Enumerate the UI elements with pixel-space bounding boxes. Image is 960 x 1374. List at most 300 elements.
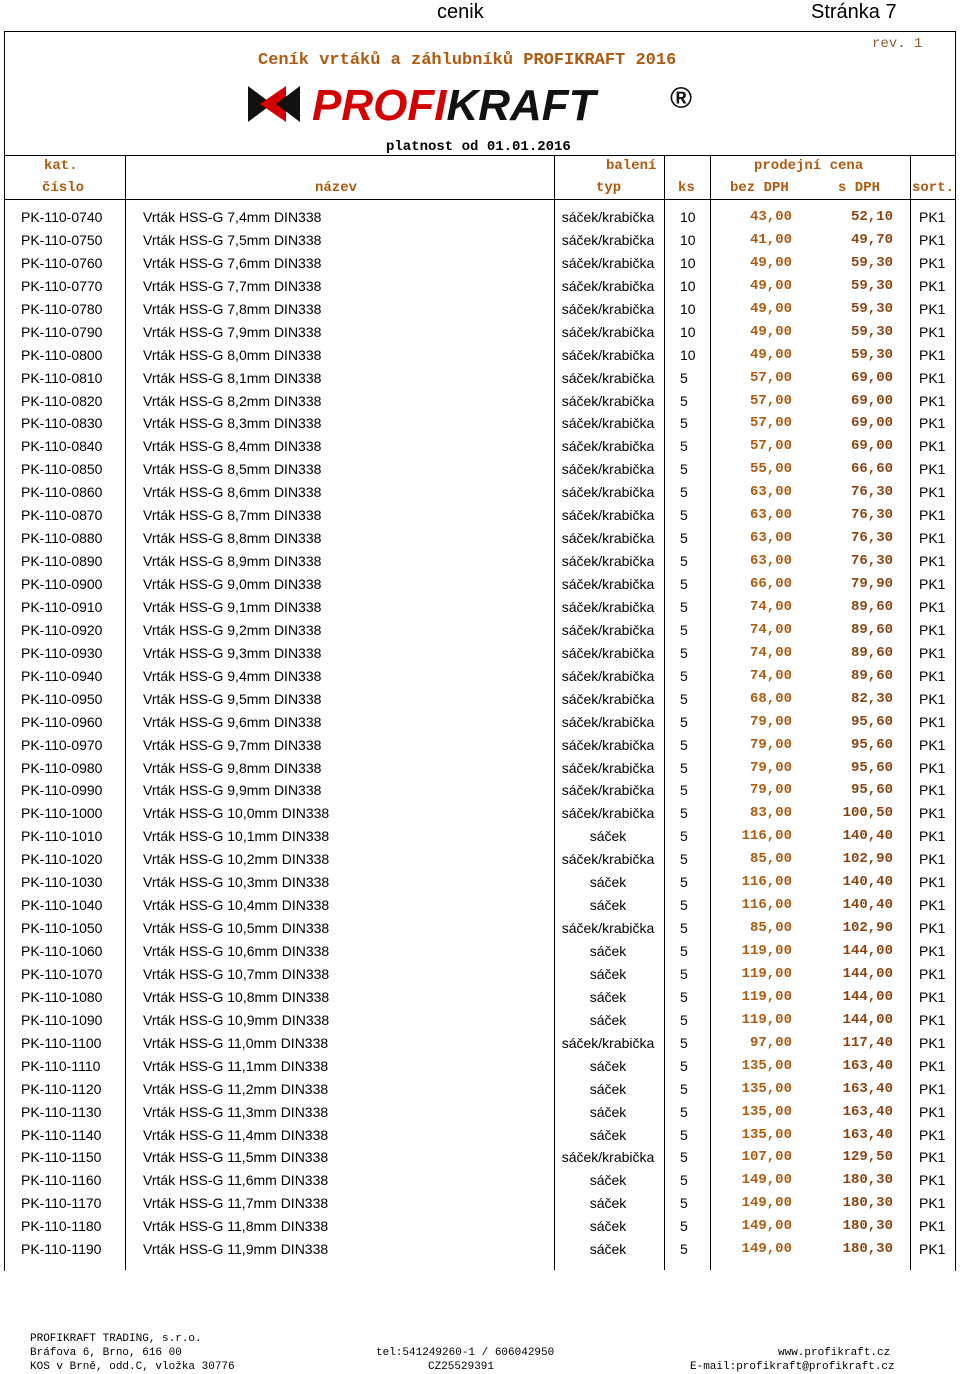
price-incl-vat: 59,30 (850, 323, 893, 340)
price-excl-vat: 55,00 (749, 461, 792, 478)
item-packaging: sáček (589, 874, 627, 891)
item-code: PK-110-1070 (21, 965, 103, 982)
item-packaging: sáček (589, 1172, 627, 1189)
item-packaging: sáček (589, 1218, 627, 1235)
item-assortment: PK1 (919, 254, 946, 271)
item-name: Vrták HSS-G 8,4mm DIN338 (143, 438, 322, 455)
item-assortment: PK1 (919, 1034, 946, 1051)
item-name: Vrták HSS-G 9,8mm DIN338 (143, 759, 322, 776)
item-code: PK-110-0740 (21, 209, 103, 225)
price-excl-vat: 74,00 (749, 644, 792, 661)
table-row (0, 871, 960, 894)
item-name: Vrták HSS-G 10,0mm DIN338 (143, 805, 330, 822)
item-assortment: PK1 (919, 920, 946, 937)
item-code: PK-110-0940 (21, 667, 103, 684)
item-packaging: sáček/krabička (561, 553, 655, 570)
item-quantity: 5 (680, 805, 688, 822)
item-quantity: 5 (680, 369, 688, 386)
revision-label: rev. 1 (872, 36, 923, 52)
table-row (0, 825, 960, 848)
column-header-bez-dph: bez DPH (730, 180, 789, 196)
price-excl-vat: 149,00 (741, 1172, 792, 1189)
table-row (0, 1101, 960, 1124)
price-incl-vat: 140,40 (842, 897, 893, 914)
item-name: Vrták HSS-G 8,5mm DIN338 (143, 461, 322, 478)
item-name: Vrták HSS-G 8,8mm DIN338 (143, 530, 322, 547)
item-name: Vrták HSS-G 8,0mm DIN338 (143, 346, 322, 363)
footer-vat: CZ25529391 (428, 1361, 495, 1373)
table-row (0, 596, 960, 619)
table-row (0, 1009, 960, 1032)
price-excl-vat: 63,00 (749, 507, 792, 524)
item-quantity: 5 (680, 1103, 688, 1120)
table-row (0, 527, 960, 550)
price-excl-vat: 74,00 (749, 598, 792, 615)
price-incl-vat: 180,30 (842, 1172, 893, 1189)
column-header-ks: ks (678, 180, 695, 196)
item-assortment: PK1 (919, 736, 946, 753)
item-packaging: sáček/krabička (561, 300, 655, 317)
item-assortment: PK1 (919, 1241, 946, 1258)
price-excl-vat: 135,00 (741, 1080, 792, 1097)
price-incl-vat: 89,60 (850, 621, 893, 638)
item-assortment: PK1 (919, 897, 946, 914)
item-name: Vrták HSS-G 7,9mm DIN338 (143, 323, 322, 340)
item-code: PK-110-0870 (21, 507, 103, 524)
item-name: Vrták HSS-G 10,3mm DIN338 (143, 874, 330, 891)
item-name: Vrták HSS-G 11,7mm DIN338 (143, 1195, 329, 1212)
table-row (0, 940, 960, 963)
item-assortment: PK1 (919, 713, 946, 730)
table-row (0, 665, 960, 688)
item-packaging: sáček (589, 897, 627, 914)
item-assortment: PK1 (919, 1195, 946, 1212)
price-incl-vat: 163,40 (842, 1080, 893, 1097)
item-name: Vrták HSS-G 11,5mm DIN338 (143, 1149, 329, 1166)
item-name: Vrták HSS-G 10,9mm DIN338 (143, 1011, 330, 1028)
item-name: Vrták HSS-G 7,7mm DIN338 (143, 277, 322, 294)
price-excl-vat: 79,00 (749, 713, 792, 730)
item-name: Vrták HSS-G 11,4mm DIN338 (143, 1126, 329, 1143)
item-name: Vrták HSS-G 11,0mm DIN338 (143, 1034, 329, 1051)
price-incl-vat: 89,60 (850, 644, 893, 661)
document-title: Ceník vrtáků a záhlubníků PROFIKRAFT 2016 (258, 51, 677, 70)
item-name: Vrták HSS-G 9,4mm DIN338 (143, 667, 322, 684)
item-name: Vrták HSS-G 8,6mm DIN338 (143, 484, 322, 501)
price-incl-vat: 180,30 (842, 1218, 893, 1235)
price-excl-vat: 49,00 (749, 300, 792, 317)
price-excl-vat: 57,00 (749, 369, 792, 386)
item-name: Vrták HSS-G 8,7mm DIN338 (143, 507, 322, 524)
item-code: PK-110-0850 (21, 461, 103, 478)
item-quantity: 5 (680, 828, 688, 845)
item-quantity: 5 (680, 507, 688, 524)
item-packaging: sáček/krabička (561, 209, 655, 225)
price-excl-vat: 49,00 (749, 254, 792, 271)
price-excl-vat: 116,00 (741, 874, 792, 891)
column-header-sort: sort. (912, 180, 955, 196)
item-assortment: PK1 (919, 277, 946, 294)
price-incl-vat: 95,60 (850, 759, 893, 776)
item-packaging: sáček/krabička (561, 530, 655, 547)
item-packaging: sáček/krabička (561, 254, 655, 271)
item-quantity: 5 (680, 461, 688, 478)
item-packaging: sáček (589, 828, 627, 845)
price-incl-vat: 76,30 (850, 553, 893, 570)
item-quantity: 5 (680, 988, 688, 1005)
item-packaging: sáček/krabička (561, 644, 655, 661)
logo-wordmark: PROFIKRAFT (312, 81, 596, 130)
column-header-s-dph: s DPH (838, 180, 881, 196)
item-assortment: PK1 (919, 346, 946, 363)
item-name: Vrták HSS-G 9,1mm DIN338 (143, 598, 322, 615)
item-code: PK-110-1000 (21, 805, 103, 822)
item-quantity: 10 (680, 209, 696, 225)
price-excl-vat: 83,00 (749, 805, 792, 822)
item-packaging: sáček/krabička (561, 231, 655, 248)
item-code: PK-110-1050 (21, 920, 103, 937)
item-quantity: 10 (680, 300, 696, 317)
footer-registry: KOS v Brně, odd.C, vložka 30776 (30, 1361, 235, 1373)
price-excl-vat: 97,00 (749, 1034, 792, 1051)
price-incl-vat: 82,30 (850, 690, 893, 707)
table-row (0, 1238, 960, 1261)
table-row (0, 917, 960, 940)
item-packaging: sáček/krabička (561, 736, 655, 753)
item-quantity: 5 (680, 782, 688, 799)
price-excl-vat: 43,00 (749, 209, 792, 225)
item-packaging: sáček/krabička (561, 713, 655, 730)
item-assortment: PK1 (919, 988, 946, 1005)
price-excl-vat: 57,00 (749, 438, 792, 455)
table-row (0, 1146, 960, 1169)
item-assortment: PK1 (919, 392, 946, 409)
item-code: PK-110-1160 (21, 1172, 102, 1189)
table-row (0, 229, 960, 252)
item-code: PK-110-1100 (21, 1034, 102, 1051)
item-packaging: sáček/krabička (561, 621, 655, 638)
item-code: PK-110-0800 (21, 346, 103, 363)
item-quantity: 5 (680, 530, 688, 547)
item-quantity: 5 (680, 736, 688, 753)
item-packaging: sáček/krabička (561, 782, 655, 799)
item-code: PK-110-0990 (21, 782, 103, 799)
item-packaging: sáček/krabička (561, 598, 655, 615)
item-packaging: sáček/krabička (561, 690, 655, 707)
item-code: PK-110-0860 (21, 484, 103, 501)
table-row (0, 412, 960, 435)
item-code: PK-110-0810 (21, 369, 103, 386)
footer-email: E-mail:profikraft@profikraft.cz (690, 1361, 895, 1373)
table-row (0, 435, 960, 458)
item-code: PK-110-0770 (21, 277, 103, 294)
item-quantity: 5 (680, 553, 688, 570)
item-quantity: 5 (680, 1241, 688, 1258)
price-incl-vat: 140,40 (842, 828, 893, 845)
item-assortment: PK1 (919, 943, 946, 959)
column-header-kat: kat. (44, 158, 78, 174)
item-packaging: sáček (589, 943, 627, 959)
price-incl-vat: 66,60 (850, 461, 893, 478)
item-name: Vrták HSS-G 9,5mm DIN338 (143, 690, 322, 707)
item-quantity: 5 (680, 1126, 688, 1143)
table-row (0, 757, 960, 780)
table-row (0, 1032, 960, 1055)
item-name: Vrták HSS-G 7,8mm DIN338 (143, 300, 322, 317)
item-code: PK-110-0830 (21, 415, 103, 432)
item-assortment: PK1 (919, 369, 946, 386)
price-incl-vat: 144,00 (842, 965, 893, 982)
column-header-cislo: číslo (42, 180, 85, 196)
item-packaging: sáček/krabička (561, 323, 655, 340)
table-row (0, 848, 960, 871)
price-excl-vat: 63,00 (749, 553, 792, 570)
item-packaging: sáček (589, 1057, 627, 1074)
item-assortment: PK1 (919, 576, 946, 592)
item-code: PK-110-1010 (21, 828, 103, 845)
table-row (0, 481, 960, 504)
item-quantity: 5 (680, 1195, 688, 1212)
column-header-typ: typ (596, 180, 622, 196)
item-assortment: PK1 (919, 1218, 946, 1235)
price-excl-vat: 135,00 (741, 1126, 792, 1143)
item-name: Vrták HSS-G 9,3mm DIN338 (143, 644, 322, 661)
item-quantity: 5 (680, 1149, 688, 1166)
item-code: PK-110-0930 (21, 644, 103, 661)
item-code: PK-110-1110 (21, 1057, 101, 1074)
item-code: PK-110-1190 (21, 1241, 102, 1258)
item-name: Vrták HSS-G 7,6mm DIN338 (143, 254, 322, 271)
table-row (0, 298, 960, 321)
price-incl-vat: 100,50 (842, 805, 893, 822)
item-name: Vrták HSS-G 9,6mm DIN338 (143, 713, 322, 730)
table-row (0, 573, 960, 596)
item-assortment: PK1 (919, 1011, 946, 1028)
item-assortment: PK1 (919, 1057, 946, 1074)
item-assortment: PK1 (919, 874, 946, 891)
footer-web-block (690, 1346, 895, 1374)
price-excl-vat: 74,00 (749, 621, 792, 638)
item-quantity: 5 (680, 667, 688, 684)
column-header-prodejni-cena: prodejní cena (754, 158, 864, 174)
item-quantity: 5 (680, 1057, 688, 1074)
item-quantity: 5 (680, 897, 688, 914)
item-assortment: PK1 (919, 461, 946, 478)
price-incl-vat: 76,30 (850, 530, 893, 547)
item-quantity: 5 (680, 1034, 688, 1051)
item-packaging: sáček/krabička (561, 484, 655, 501)
price-incl-vat: 79,90 (850, 576, 893, 592)
price-incl-vat: 163,40 (842, 1057, 893, 1074)
price-excl-vat: 119,00 (741, 965, 792, 982)
price-incl-vat: 69,00 (850, 438, 893, 455)
price-excl-vat: 149,00 (741, 1195, 792, 1212)
item-packaging: sáček/krabička (561, 667, 655, 684)
item-assortment: PK1 (919, 690, 946, 707)
price-incl-vat: 76,30 (850, 507, 893, 524)
item-packaging: sáček/krabička (561, 851, 655, 868)
item-code: PK-110-0960 (21, 713, 103, 730)
table-row (0, 206, 960, 229)
table-row (0, 550, 960, 573)
item-quantity: 5 (680, 1172, 688, 1189)
page-left-label: cenik (437, 1, 484, 23)
item-code: PK-110-0970 (21, 736, 103, 753)
table-row (0, 344, 960, 367)
item-packaging: sáček (589, 988, 627, 1005)
item-packaging: sáček/krabička (561, 438, 655, 455)
table-row (0, 1169, 960, 1192)
price-incl-vat: 117,40 (842, 1034, 893, 1051)
item-quantity: 5 (680, 621, 688, 638)
item-assortment: PK1 (919, 644, 946, 661)
price-excl-vat: 119,00 (741, 1011, 792, 1028)
price-incl-vat: 95,60 (850, 782, 893, 799)
item-packaging: sáček/krabička (561, 1149, 655, 1166)
table-row (0, 275, 960, 298)
price-incl-vat: 95,60 (850, 713, 893, 730)
price-incl-vat: 102,90 (842, 851, 893, 868)
item-name: Vrták HSS-G 7,5mm DIN338 (143, 231, 322, 248)
price-excl-vat: 116,00 (741, 828, 792, 845)
item-packaging: sáček (589, 1126, 627, 1143)
item-quantity: 5 (680, 1218, 688, 1235)
item-assortment: PK1 (919, 1149, 946, 1166)
item-quantity: 10 (680, 346, 696, 363)
price-excl-vat: 41,00 (749, 231, 792, 248)
price-incl-vat: 163,40 (842, 1126, 893, 1143)
item-quantity: 5 (680, 644, 688, 661)
price-excl-vat: 85,00 (749, 920, 792, 937)
table-row (0, 779, 960, 802)
item-name: Vrták HSS-G 7,4mm DIN338 (143, 209, 322, 225)
table-row (0, 367, 960, 390)
price-incl-vat: 69,00 (850, 369, 893, 386)
price-excl-vat: 135,00 (741, 1057, 792, 1074)
item-name: Vrták HSS-G 11,3mm DIN338 (143, 1103, 329, 1120)
price-excl-vat: 74,00 (749, 667, 792, 684)
item-assortment: PK1 (919, 507, 946, 524)
item-code: PK-110-0920 (21, 621, 103, 638)
item-code: PK-110-1180 (21, 1218, 102, 1235)
price-incl-vat: 89,60 (850, 667, 893, 684)
price-excl-vat: 57,00 (749, 415, 792, 432)
item-assortment: PK1 (919, 621, 946, 638)
item-assortment: PK1 (919, 598, 946, 615)
item-packaging: sáček (589, 1241, 627, 1258)
table-row (0, 458, 960, 481)
price-excl-vat: 79,00 (749, 759, 792, 776)
item-assortment: PK1 (919, 1080, 946, 1097)
item-quantity: 5 (680, 851, 688, 868)
price-incl-vat: 76,30 (850, 484, 893, 501)
item-quantity: 5 (680, 920, 688, 937)
price-incl-vat: 144,00 (842, 1011, 893, 1028)
price-excl-vat: 79,00 (749, 782, 792, 799)
table-row (0, 619, 960, 642)
price-incl-vat: 89,60 (850, 598, 893, 615)
item-name: Vrták HSS-G 10,5mm DIN338 (143, 920, 330, 937)
item-packaging: sáček/krabička (561, 392, 655, 409)
price-incl-vat: 144,00 (842, 943, 893, 959)
item-packaging: sáček (589, 1195, 627, 1212)
item-packaging: sáček/krabička (561, 277, 655, 294)
item-code: PK-110-1140 (21, 1126, 102, 1143)
item-code: PK-110-1040 (21, 897, 103, 914)
item-quantity: 10 (680, 254, 696, 271)
item-quantity: 5 (680, 690, 688, 707)
price-incl-vat: 59,30 (850, 346, 893, 363)
item-packaging: sáček/krabička (561, 461, 655, 478)
footer-phone: tel:541249260-1 / 606042950 (376, 1347, 555, 1359)
item-packaging: sáček/krabička (561, 1034, 655, 1051)
item-packaging: sáček (589, 1103, 627, 1120)
price-excl-vat: 135,00 (741, 1103, 792, 1120)
price-excl-vat: 119,00 (741, 988, 792, 1005)
item-quantity: 5 (680, 713, 688, 730)
item-quantity: 5 (680, 392, 688, 409)
price-excl-vat: 49,00 (749, 277, 792, 294)
item-assortment: PK1 (919, 209, 946, 225)
item-quantity: 5 (680, 598, 688, 615)
header-bottom-rule (4, 199, 956, 200)
item-name: Vrták HSS-G 8,2mm DIN338 (143, 392, 322, 409)
item-code: PK-110-0910 (21, 598, 103, 615)
item-quantity: 5 (680, 438, 688, 455)
item-code: PK-110-1030 (21, 874, 103, 891)
table-row (0, 963, 960, 986)
item-name: Vrták HSS-G 9,2mm DIN338 (143, 621, 322, 638)
item-name: Vrták HSS-G 10,8mm DIN338 (143, 988, 330, 1005)
price-incl-vat: 59,30 (850, 254, 893, 271)
item-assortment: PK1 (919, 1172, 946, 1189)
item-code: PK-110-0980 (21, 759, 103, 776)
item-quantity: 5 (680, 1080, 688, 1097)
price-incl-vat: 163,40 (842, 1103, 893, 1120)
item-assortment: PK1 (919, 300, 946, 317)
item-code: PK-110-1080 (21, 988, 103, 1005)
price-excl-vat: 149,00 (741, 1218, 792, 1235)
footer-company: PROFIKRAFT TRADING, s.r.o. (30, 1333, 202, 1345)
item-quantity: 5 (680, 1011, 688, 1028)
item-quantity: 10 (680, 323, 696, 340)
item-code: PK-110-1060 (21, 943, 103, 959)
table-row (0, 390, 960, 413)
item-name: Vrták HSS-G 11,2mm DIN338 (143, 1080, 329, 1097)
item-name: Vrták HSS-G 10,6mm DIN338 (143, 943, 330, 959)
price-excl-vat: 149,00 (741, 1241, 792, 1258)
item-packaging: sáček (589, 1011, 627, 1028)
item-code: PK-110-0880 (21, 530, 103, 547)
item-code: PK-110-0820 (21, 392, 103, 409)
item-code: PK-110-1020 (21, 851, 103, 868)
validity-date: platnost od 01.01.2016 (386, 139, 571, 155)
item-packaging: sáček/krabička (561, 576, 655, 592)
item-packaging: sáček (589, 1080, 627, 1097)
price-excl-vat: 107,00 (741, 1149, 792, 1166)
price-incl-vat: 180,30 (842, 1241, 893, 1258)
footer-contact-block (376, 1346, 554, 1374)
item-assortment: PK1 (919, 415, 946, 432)
price-incl-vat: 144,00 (842, 988, 893, 1005)
item-quantity: 10 (680, 277, 696, 294)
price-incl-vat: 49,70 (850, 231, 893, 248)
item-code: PK-110-0750 (21, 231, 103, 248)
footer-company-block (30, 1332, 235, 1374)
table-row (0, 894, 960, 917)
item-assortment: PK1 (919, 782, 946, 799)
price-incl-vat: 102,90 (842, 920, 893, 937)
